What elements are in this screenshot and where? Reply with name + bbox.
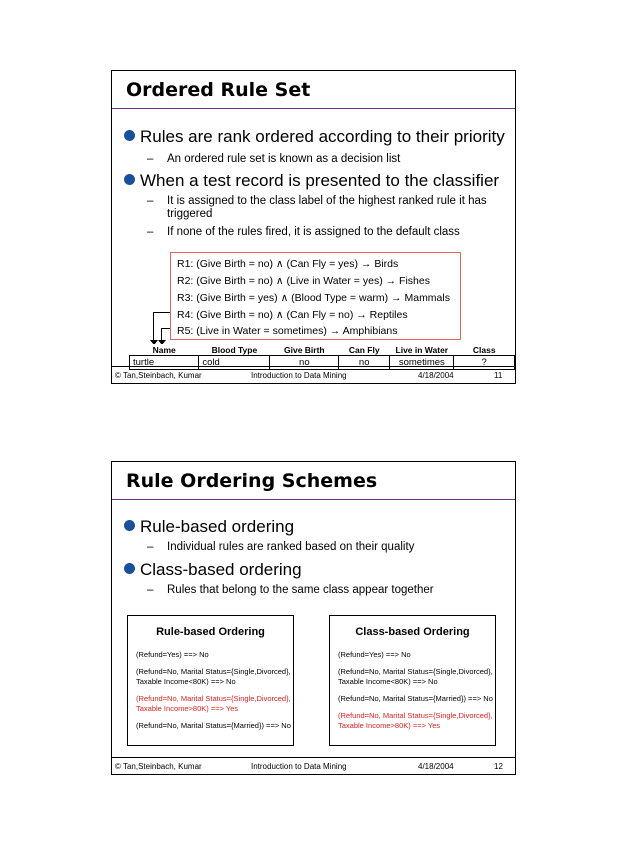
- slide-title: Rule Ordering Schemes: [126, 470, 378, 492]
- sub-text: An ordered rule set is known as a decision list: [167, 153, 401, 165]
- rule-r3: R3: (Give Birth = yes) ∧ (Blood Type = warm) → Mammals: [177, 292, 450, 304]
- footer-course: Introduction to Data Mining: [251, 762, 347, 771]
- connector-r4: [153, 312, 170, 313]
- footer-author: © Tan,Steinbach, Kumar: [115, 762, 202, 771]
- rule-r5: R5: (Live in Water = sometimes) → Amphibians: [177, 325, 398, 337]
- cell: ?: [454, 356, 515, 370]
- bullet-1: [124, 127, 505, 147]
- rule-r2: R2: (Give Birth = no) ∧ (Live in Water = yes) → Fishes: [177, 275, 430, 287]
- slide-title: Ordered Rule Set: [126, 79, 311, 101]
- col-class: Class: [454, 345, 515, 356]
- bullet-1: [124, 517, 294, 537]
- slide-ordered-rule-set: [111, 70, 516, 384]
- sub-text: It is assigned to the class label of the highest ranked rule it has: [167, 195, 487, 207]
- title-divider: [112, 108, 515, 109]
- rule-list-box: [170, 252, 461, 340]
- rule-line: (Refund=No, Marital Status={Single,Divorced},: [338, 667, 493, 676]
- rule-line-highlight: (Refund=No, Marital Status={Single,Divorced},: [338, 711, 493, 720]
- rule-line-highlight: Taxable Income>80K) ==> Yes: [338, 721, 441, 730]
- dash: –: [147, 153, 154, 165]
- col-blood-type: Blood Type: [199, 345, 270, 356]
- rule-line: (Refund=No, Marital Status={Single,Divorced},: [136, 667, 291, 676]
- rule-line: (Refund=No, Marital Status={Married}) ==> No: [136, 721, 291, 730]
- bullet-icon: [124, 520, 135, 531]
- slide-footer: [112, 366, 515, 383]
- footer-author: © Tan,Steinbach, Kumar: [115, 371, 202, 380]
- footer-date: 4/18/2004: [418, 371, 454, 380]
- bullet-2: [124, 171, 499, 191]
- bullet-text: Class-based ordering: [140, 560, 302, 579]
- dash: –: [147, 541, 154, 553]
- footer-date: 4/18/2004: [418, 762, 454, 771]
- slide-rule-ordering-schemes: [111, 461, 516, 775]
- cell: sometimes: [390, 356, 454, 370]
- cell: cold: [199, 356, 270, 370]
- col-live-in-water: Live in Water: [390, 345, 454, 356]
- rule-line: (Refund=Yes) ==> No: [136, 650, 209, 659]
- rule-line-highlight: (Refund=No, Marital Status={Single,Divorced},: [136, 694, 291, 703]
- slide-footer: [112, 757, 515, 774]
- bullet-text: Rule-based ordering: [140, 517, 295, 536]
- bullet-text: When a test record is presented to the classifier: [140, 171, 500, 190]
- rule-line: (Refund=Yes) ==> No: [338, 650, 411, 659]
- rule-line: Taxable Income<80K) ==> No: [136, 677, 236, 686]
- bullet-icon: [124, 130, 135, 141]
- col-can-fly: Can Fly: [339, 345, 390, 356]
- dash: –: [147, 584, 154, 596]
- box-title: Class-based Ordering: [355, 626, 470, 638]
- title-divider: [112, 499, 515, 500]
- footer-page: 11: [494, 371, 503, 380]
- col-name: Name: [130, 345, 199, 356]
- rule-r1: R1: (Give Birth = no) ∧ (Can Fly = yes) → Birds: [177, 258, 399, 270]
- dash: –: [147, 195, 154, 207]
- table-header-row: [130, 345, 515, 356]
- cell: no: [270, 356, 339, 370]
- bullet-2: [124, 560, 302, 580]
- rule-based-ordering-box: [127, 615, 294, 746]
- connector-r5: [161, 328, 170, 329]
- class-based-ordering-box: [329, 615, 496, 746]
- connector-r4-down: [153, 312, 154, 343]
- rule-line: (Refund=No, Marital Status={Married}) ==> No: [338, 694, 493, 703]
- sub-text: Individual rules are ranked based on their quality: [167, 541, 415, 553]
- footer-page: 12: [494, 762, 503, 771]
- cell: no: [339, 356, 390, 370]
- cell: turtle: [130, 356, 199, 370]
- sub-text: Rules that belong to the same class appear together: [167, 584, 434, 596]
- bullet-icon: [124, 174, 135, 185]
- rule-r4: R4: (Give Birth = no) ∧ (Can Fly = no) → Reptiles: [177, 309, 408, 321]
- rule-line-highlight: Taxable Income>80K) ==> Yes: [136, 704, 239, 713]
- bullet-icon: [124, 563, 135, 574]
- rule-line: Taxable Income<80K) ==> No: [338, 677, 438, 686]
- box-title: Rule-based Ordering: [156, 626, 265, 638]
- dash: –: [147, 226, 154, 238]
- col-give-birth: Give Birth: [270, 345, 339, 356]
- sub-text: If none of the rules fired, it is assigned to the default class: [167, 226, 460, 238]
- sub-text: triggered: [167, 208, 213, 220]
- bullet-text: Rules are rank ordered according to their priority: [140, 127, 505, 146]
- footer-course: Introduction to Data Mining: [251, 371, 347, 380]
